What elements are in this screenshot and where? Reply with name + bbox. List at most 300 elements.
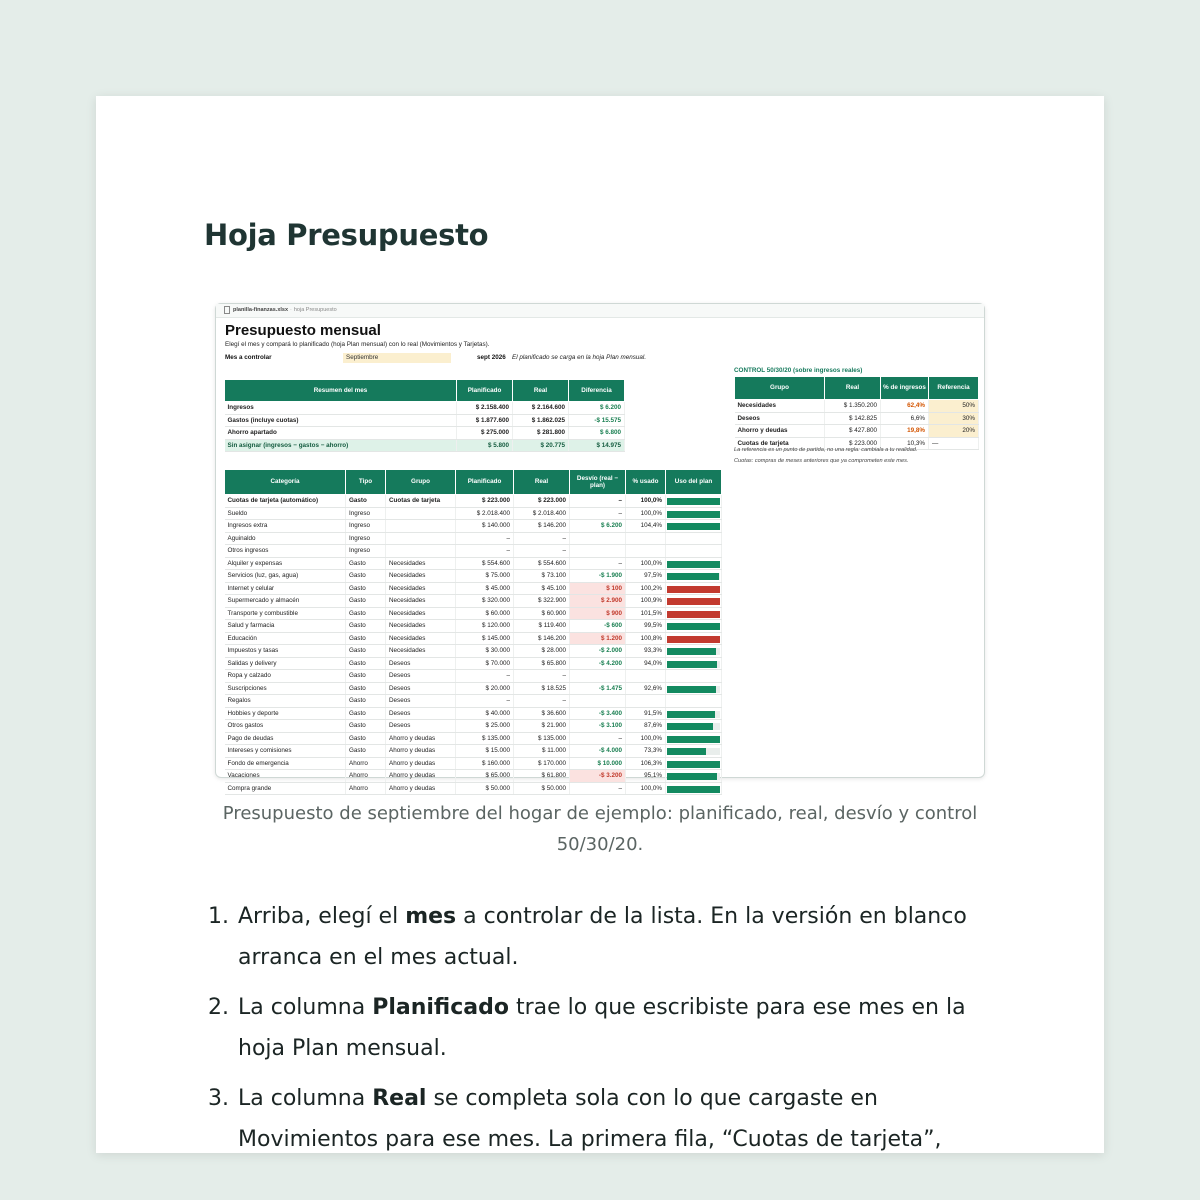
- article-page: [96, 96, 1104, 1153]
- category-type: Gasto: [346, 745, 386, 758]
- category-real: $ 61.800: [514, 770, 570, 783]
- category-type: Gasto: [346, 620, 386, 633]
- usage-bar-cell: [666, 670, 722, 683]
- month-note: El planificado se carga en la hoja Plan mensual.: [512, 354, 647, 361]
- category-row: [225, 632, 722, 645]
- category-planned: $ 40.000: [456, 707, 514, 720]
- usage-bar-track: [667, 748, 720, 755]
- category-name: Hobbies y deporte: [225, 707, 346, 720]
- usage-bar-fill: [667, 511, 720, 518]
- summary-real: $ 281.800: [513, 427, 569, 440]
- category-planned: –: [456, 545, 514, 558]
- control-pct: 10,3%: [881, 437, 929, 450]
- category-real: $ 65.800: [514, 657, 570, 670]
- step-keyword: mes: [405, 904, 457, 929]
- category-group: Deseos: [386, 707, 456, 720]
- category-name: Transporte y combustible: [225, 607, 346, 620]
- category-deviation: $ 2.900: [570, 595, 626, 608]
- control-ref: 20%: [929, 425, 979, 438]
- category-group: Necesidades: [386, 570, 456, 583]
- category-row: [225, 720, 722, 733]
- usage-bar-cell: [666, 570, 722, 583]
- category-pct-used: [626, 695, 666, 708]
- category-real: –: [514, 670, 570, 683]
- category-deviation: $ 100: [570, 582, 626, 595]
- category-real: $ 50.000: [514, 782, 570, 795]
- usage-bar-fill: [667, 786, 720, 793]
- usage-bar-cell: [666, 745, 722, 758]
- usage-bar-track: [667, 711, 720, 718]
- instructions-list: [208, 896, 1008, 1169]
- category-name: Otros ingresos: [225, 545, 346, 558]
- control-header-cell: % de ingresos: [881, 377, 929, 400]
- category-planned: $ 75.000: [456, 570, 514, 583]
- category-group: Ahorro y deudas: [386, 732, 456, 745]
- categories-table: [224, 469, 722, 795]
- control-real: $ 142.825: [825, 412, 881, 425]
- category-pct-used: 100,8%: [626, 632, 666, 645]
- control-header-cell: Real: [825, 377, 881, 400]
- category-row: [225, 557, 722, 570]
- category-name: Educación: [225, 632, 346, 645]
- step-keyword: Real: [372, 1086, 427, 1111]
- category-row: [225, 620, 722, 633]
- usage-bar-fill: [667, 611, 720, 618]
- control-note-cuotas: Cuotas: compras de meses anteriores que ya comprometen este mes.: [734, 458, 909, 464]
- control-ref: —: [929, 437, 979, 450]
- category-type: Gasto: [346, 607, 386, 620]
- category-name: Suscripciones: [225, 682, 346, 695]
- category-planned: $ 50.000: [456, 782, 514, 795]
- step-text-after: trae lo que escribiste para ese mes en la hoja Plan mensual.: [238, 995, 966, 1061]
- usage-bar-cell: [666, 557, 722, 570]
- usage-bar-cell: [666, 520, 722, 533]
- category-name: Internet y celular: [225, 582, 346, 595]
- category-real: –: [514, 695, 570, 708]
- category-deviation: -$ 3.400: [570, 707, 626, 720]
- category-deviation: –: [570, 557, 626, 570]
- summary-header-cell: Diferencia: [569, 380, 625, 402]
- section-heading: Hoja Presupuesto: [204, 218, 489, 252]
- control-group: Cuotas de tarjeta: [735, 437, 825, 450]
- category-row: [225, 782, 722, 795]
- category-deviation: –: [570, 495, 626, 508]
- category-group: Ahorro y deudas: [386, 757, 456, 770]
- category-row: [225, 582, 722, 595]
- usage-bar-cell: [666, 582, 722, 595]
- usage-bar-track: [667, 686, 720, 693]
- usage-bar-fill: [667, 748, 706, 755]
- category-deviation: $ 1.200: [570, 632, 626, 645]
- category-pct-used: [626, 670, 666, 683]
- category-deviation: $ 900: [570, 607, 626, 620]
- usage-bar-cell: [666, 732, 722, 745]
- usage-bar-track: [667, 723, 720, 730]
- category-planned: $ 15.000: [456, 745, 514, 758]
- category-type: Ingreso: [346, 532, 386, 545]
- category-pct-used: 91,5%: [626, 707, 666, 720]
- category-group: Necesidades: [386, 582, 456, 595]
- category-real: –: [514, 545, 570, 558]
- category-header-cell: Planificado: [456, 470, 514, 495]
- category-type: Ahorro: [346, 757, 386, 770]
- usage-bar-track: [667, 586, 720, 593]
- category-name: Salud y farmacia: [225, 620, 346, 633]
- category-real: $ 11.000: [514, 745, 570, 758]
- category-real: $ 28.000: [514, 645, 570, 658]
- category-pct-used: 100,9%: [626, 595, 666, 608]
- control-group: Necesidades: [735, 400, 825, 413]
- category-group: Ahorro y deudas: [386, 782, 456, 795]
- category-row: [225, 520, 722, 533]
- category-deviation: [570, 695, 626, 708]
- usage-bar-cell: [666, 620, 722, 633]
- category-deviation: [570, 545, 626, 558]
- category-name: Supermercado y almacén: [225, 595, 346, 608]
- category-deviation: –: [570, 507, 626, 520]
- usage-bar-fill: [667, 761, 720, 768]
- category-planned: $ 120.000: [456, 620, 514, 633]
- category-planned: $ 45.000: [456, 582, 514, 595]
- category-real: $ 73.100: [514, 570, 570, 583]
- category-deviation: -$ 4.200: [570, 657, 626, 670]
- category-real: $ 146.200: [514, 520, 570, 533]
- category-type: Gasto: [346, 707, 386, 720]
- summary-label: Gastos (incluye cuotas): [225, 414, 457, 427]
- summary-diff: -$ 15.575: [569, 414, 625, 427]
- summary-planned: $ 2.158.400: [457, 402, 513, 415]
- summary-planned: $ 5.800: [457, 439, 513, 452]
- category-name: Salidas y delivery: [225, 657, 346, 670]
- category-row: [225, 670, 722, 683]
- category-real: $ 322.900: [514, 595, 570, 608]
- category-row: [225, 757, 722, 770]
- category-type: Gasto: [346, 657, 386, 670]
- category-group: [386, 520, 456, 533]
- category-planned: $ 70.000: [456, 657, 514, 670]
- control-real: $ 427.800: [825, 425, 881, 438]
- category-row: [225, 682, 722, 695]
- category-group: Necesidades: [386, 620, 456, 633]
- category-row: [225, 570, 722, 583]
- instruction-step: [208, 1078, 1008, 1160]
- category-group: [386, 507, 456, 520]
- usage-bar-track: [667, 761, 720, 768]
- summary-real: $ 20.775: [513, 439, 569, 452]
- category-real: $ 223.000: [514, 495, 570, 508]
- category-type: Gasto: [346, 557, 386, 570]
- usage-bar-track: [667, 561, 720, 568]
- category-pct-used: 100,0%: [626, 557, 666, 570]
- spreadsheet-screenshot: [215, 303, 985, 792]
- usage-bar-fill: [667, 598, 720, 605]
- summary-label: Sin asignar (ingresos − gastos − ahorro): [225, 439, 457, 452]
- step-text-before: Arriba, elegí el: [238, 904, 406, 929]
- control-header-cell: Referencia: [929, 377, 979, 400]
- category-type: Gasto: [346, 632, 386, 645]
- category-planned: $ 2.018.400: [456, 507, 514, 520]
- category-pct-used: [626, 545, 666, 558]
- category-name: Intereses y comisiones: [225, 745, 346, 758]
- category-type: Ahorro: [346, 770, 386, 783]
- category-type: Gasto: [346, 645, 386, 658]
- category-real: $ 554.600: [514, 557, 570, 570]
- control-ref: 30%: [929, 412, 979, 425]
- usage-bar-cell: [666, 607, 722, 620]
- figure-caption: Presupuesto de septiembre del hogar de ejemplo: planificado, real, desvío y control 50/30/20.: [222, 803, 978, 855]
- category-row: [225, 732, 722, 745]
- usage-bar-cell: [666, 657, 722, 670]
- category-pct-used: 100,0%: [626, 782, 666, 795]
- summary-row: [225, 402, 625, 415]
- category-deviation: [570, 670, 626, 683]
- usage-bar-track: [667, 611, 720, 618]
- category-type: Gasto: [346, 720, 386, 733]
- category-pct-used: 100,0%: [626, 732, 666, 745]
- category-pct-used: 101,5%: [626, 607, 666, 620]
- usage-bar-cell: [666, 495, 722, 508]
- category-pct-used: 93,3%: [626, 645, 666, 658]
- category-pct-used: 73,3%: [626, 745, 666, 758]
- category-row: [225, 607, 722, 620]
- usage-bar-cell: [666, 782, 722, 795]
- usage-bar-track: [667, 661, 720, 668]
- control-table: [734, 376, 979, 450]
- usage-bar-track: [667, 786, 720, 793]
- usage-bar-fill: [667, 773, 717, 780]
- sheet-subtitle: Elegí el mes y compará lo planificado (hoja Plan mensual) con lo real (Movimientos y Tarjetas).: [225, 341, 490, 348]
- category-pct-used: 92,6%: [626, 682, 666, 695]
- summary-row: [225, 427, 625, 440]
- summary-header-cell: Real: [513, 380, 569, 402]
- category-group: Necesidades: [386, 557, 456, 570]
- category-planned: $ 320.000: [456, 595, 514, 608]
- category-planned: $ 30.000: [456, 645, 514, 658]
- usage-bar-fill: [667, 736, 720, 743]
- category-planned: $ 160.000: [456, 757, 514, 770]
- control-row: [735, 400, 979, 413]
- category-pct-used: 97,5%: [626, 570, 666, 583]
- usage-bar-cell: [666, 545, 722, 558]
- file-icon: [224, 306, 230, 314]
- category-deviation: [570, 532, 626, 545]
- usage-bar-cell: [666, 770, 722, 783]
- category-real: $ 21.900: [514, 720, 570, 733]
- control-pct: 62,4%: [881, 400, 929, 413]
- step-number: 2.: [208, 995, 229, 1020]
- category-row: [225, 657, 722, 670]
- category-pct-used: 106,3%: [626, 757, 666, 770]
- category-type: Gasto: [346, 495, 386, 508]
- summary-real: $ 2.164.600: [513, 402, 569, 415]
- usage-bar-fill: [667, 623, 720, 630]
- category-group: Necesidades: [386, 632, 456, 645]
- category-row: [225, 707, 722, 720]
- category-name: Impuestos y tasas: [225, 645, 346, 658]
- month-label: Mes a controlar: [225, 354, 272, 361]
- category-group: Deseos: [386, 682, 456, 695]
- category-deviation: -$ 600: [570, 620, 626, 633]
- category-real: $ 119.400: [514, 620, 570, 633]
- category-group: [386, 545, 456, 558]
- category-deviation: -$ 4.000: [570, 745, 626, 758]
- usage-bar-track: [667, 523, 720, 530]
- category-group: Cuotas de tarjeta: [386, 495, 456, 508]
- category-header-cell: Desvío (real − plan): [570, 470, 626, 495]
- summary-label: Ahorro apartado: [225, 427, 457, 440]
- usage-bar-cell: [666, 645, 722, 658]
- summary-real: $ 1.862.025: [513, 414, 569, 427]
- category-deviation: -$ 3.200: [570, 770, 626, 783]
- category-name: Alquiler y expensas: [225, 557, 346, 570]
- category-name: Fondo de emergencia: [225, 757, 346, 770]
- step-text-before: La columna: [238, 995, 373, 1020]
- category-type: Gasto: [346, 582, 386, 595]
- category-row: [225, 770, 722, 783]
- usage-bar-track: [667, 648, 720, 655]
- summary-table: [224, 379, 625, 452]
- category-name: Otros gastos: [225, 720, 346, 733]
- usage-bar-cell: [666, 757, 722, 770]
- category-planned: $ 554.600: [456, 557, 514, 570]
- category-header-cell: Grupo: [386, 470, 456, 495]
- category-deviation: -$ 2.000: [570, 645, 626, 658]
- category-real: $ 60.900: [514, 607, 570, 620]
- category-pct-used: 94,0%: [626, 657, 666, 670]
- category-deviation: -$ 1.900: [570, 570, 626, 583]
- category-deviation: $ 6.200: [570, 520, 626, 533]
- category-group: Deseos: [386, 657, 456, 670]
- category-planned: –: [456, 670, 514, 683]
- category-real: $ 45.100: [514, 582, 570, 595]
- control-group: Ahorro y deudas: [735, 425, 825, 438]
- control-header-cell: Grupo: [735, 377, 825, 400]
- category-real: $ 36.600: [514, 707, 570, 720]
- category-row: [225, 695, 722, 708]
- category-pct-used: 104,4%: [626, 520, 666, 533]
- category-planned: $ 135.000: [456, 732, 514, 745]
- category-type: Gasto: [346, 595, 386, 608]
- category-deviation: –: [570, 782, 626, 795]
- category-header-cell: Categoría: [225, 470, 346, 495]
- usage-bar-fill: [667, 711, 715, 718]
- category-real: $ 146.200: [514, 632, 570, 645]
- category-planned: $ 223.000: [456, 495, 514, 508]
- category-row: [225, 745, 722, 758]
- category-group: Ahorro y deudas: [386, 745, 456, 758]
- usage-bar-track: [667, 736, 720, 743]
- control-group: Deseos: [735, 412, 825, 425]
- summary-header-cell: Resumen del mes: [225, 380, 457, 402]
- usage-bar-cell: [666, 720, 722, 733]
- category-group: Necesidades: [386, 607, 456, 620]
- summary-planned: $ 1.877.600: [457, 414, 513, 427]
- summary-diff: $ 6.800: [569, 427, 625, 440]
- category-real: –: [514, 532, 570, 545]
- category-type: Gasto: [346, 670, 386, 683]
- category-name: Pago de deudas: [225, 732, 346, 745]
- category-real: $ 2.018.400: [514, 507, 570, 520]
- category-type: Gasto: [346, 570, 386, 583]
- sheet-tab-bar: [216, 304, 984, 318]
- usage-bar-track: [667, 773, 720, 780]
- category-real: $ 135.000: [514, 732, 570, 745]
- category-pct-used: 100,0%: [626, 495, 666, 508]
- category-group: Necesidades: [386, 645, 456, 658]
- category-name: Compra grande: [225, 782, 346, 795]
- usage-bar-fill: [667, 523, 720, 530]
- category-row: [225, 645, 722, 658]
- category-pct-used: 100,2%: [626, 582, 666, 595]
- control-row: [735, 425, 979, 438]
- category-name: Cuotas de tarjeta (automático): [225, 495, 346, 508]
- category-deviation: -$ 3.100: [570, 720, 626, 733]
- category-deviation: –: [570, 732, 626, 745]
- instruction-step: [208, 896, 1008, 978]
- category-planned: $ 60.000: [456, 607, 514, 620]
- category-row: [225, 507, 722, 520]
- category-deviation: -$ 1.475: [570, 682, 626, 695]
- month-select[interactable]: Septiembre: [343, 353, 451, 363]
- usage-bar-cell: [666, 532, 722, 545]
- category-pct-used: 100,0%: [626, 507, 666, 520]
- usage-bar-track: [667, 511, 720, 518]
- category-type: Gasto: [346, 682, 386, 695]
- usage-bar-fill: [667, 661, 717, 668]
- usage-bar-fill: [667, 498, 720, 505]
- usage-bar-track: [667, 573, 720, 580]
- summary-planned: $ 275.000: [457, 427, 513, 440]
- category-group: Deseos: [386, 695, 456, 708]
- category-name: Servicios (luz, gas, agua): [225, 570, 346, 583]
- summary-row: [225, 439, 625, 452]
- usage-bar-track: [667, 498, 720, 505]
- category-type: Ingreso: [346, 520, 386, 533]
- control-ref: 50%: [929, 400, 979, 413]
- control-note: La referencia es un punto de partida, no una regla: cambiala a tu realidad.: [734, 447, 918, 453]
- usage-bar-fill: [667, 636, 720, 643]
- control-real: $ 223.000: [825, 437, 881, 450]
- control-row: [735, 412, 979, 425]
- category-pct-used: 95,1%: [626, 770, 666, 783]
- category-planned: $ 65.000: [456, 770, 514, 783]
- summary-diff: $ 14.975: [569, 439, 625, 452]
- category-real: $ 170.000: [514, 757, 570, 770]
- step-text-before: La columna: [238, 1086, 373, 1111]
- step-number: 3.: [208, 1086, 229, 1111]
- step-keyword: Planificado: [372, 995, 509, 1020]
- usage-bar-cell: [666, 707, 722, 720]
- category-type: Ingreso: [346, 545, 386, 558]
- control-real: $ 1.350.200: [825, 400, 881, 413]
- usage-bar-track: [667, 636, 720, 643]
- category-row: [225, 495, 722, 508]
- usage-bar-fill: [667, 723, 713, 730]
- usage-bar-fill: [667, 586, 720, 593]
- category-group: Deseos: [386, 720, 456, 733]
- category-row: [225, 532, 722, 545]
- usage-bar-fill: [667, 561, 720, 568]
- category-header-cell: % usado: [626, 470, 666, 495]
- category-header-cell: Uso del plan: [666, 470, 722, 495]
- category-group: Ahorro y deudas: [386, 770, 456, 783]
- sheet-name: hoja Presupuesto: [293, 307, 337, 313]
- category-pct-used: 87,6%: [626, 720, 666, 733]
- month-year: sept 2026: [477, 354, 506, 361]
- category-type: Gasto: [346, 695, 386, 708]
- category-pct-used: 99,5%: [626, 620, 666, 633]
- step-text-after: a controlar de la lista. En la versión en blanco arranca en el mes actual.: [238, 904, 967, 970]
